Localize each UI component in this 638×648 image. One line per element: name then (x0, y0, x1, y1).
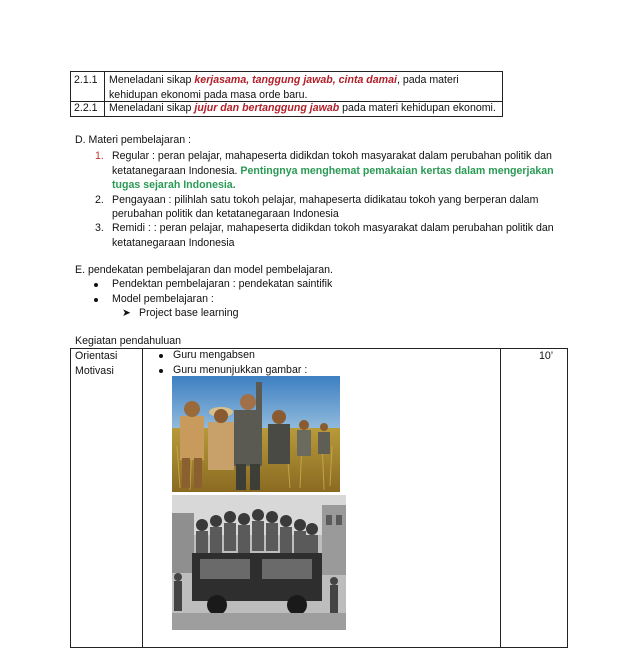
bullet-icon (94, 298, 98, 302)
table-divider (104, 72, 105, 116)
indicator-number: 2.1.1 (74, 74, 98, 86)
list-item-text: Model pembelajaran : (112, 293, 214, 305)
indicator-text: Meneladani sikap jujur dan bertanggung jawab pada materi kehidupan ekonomi. (109, 102, 496, 114)
kegiatan-heading: Kegiatan pendahuluan (75, 335, 182, 347)
list-item-text: Guru mengabsen (173, 349, 255, 361)
list-item-text: ketatanegaraan Indonesia. Pentingnya menghemat pemakaian kertas dalam mengerjakan (112, 165, 554, 177)
list-item-text: Pendektan pembelajaran : pendekatan saintifik (112, 278, 333, 290)
list-item-text: Remidi : : peran pelajar, mahapeserta didikdan tokoh masyarakat dalam perubahan politik dan (112, 222, 554, 234)
list-number: 3. (95, 222, 104, 234)
indicator-text: Meneladani sikap kerjasama, tanggung jawab, cinta damai, pada materi (109, 74, 459, 86)
list-item-text-green: tugas sejarah Indonesia. (112, 179, 236, 191)
indicator-text-cont: kehidupan ekonomi pada masa orde baru. (109, 89, 308, 101)
table-cell-phase: Orientasi (75, 350, 118, 362)
list-number: 1. (95, 150, 104, 162)
table-divider (142, 349, 143, 647)
duration-label: 10’ (539, 350, 554, 362)
list-item-text: perubahan politik dan ketatanegaraan Indonesia (112, 208, 339, 220)
list-number: 2. (95, 194, 104, 206)
indicator-number: 2.2.1 (74, 102, 98, 114)
list-item-text: Pengayaan : pilihlah satu tokoh pelajar, mahapeserta didikatau tokoh yang berperan dalam (112, 194, 539, 206)
photo-farmers-field (172, 376, 340, 492)
bullet-icon (159, 354, 163, 358)
list-item-text: Regular : peran pelajar, mahapeserta didikdan tokoh masyarakat dalam perubahan politik dan (112, 150, 552, 162)
table-divider (500, 349, 501, 647)
bullet-icon (94, 283, 98, 287)
photo-crowd-truck (172, 495, 346, 630)
list-item-text: Guru menunjukkan gambar : (173, 364, 308, 376)
list-item-text: ketatanegaraan Indonesia (112, 237, 235, 249)
section-d-heading: D. Materi pembelajaran : (75, 134, 191, 146)
list-item-text: Project base learning (139, 307, 239, 319)
table-cell-phase: Motivasi (75, 365, 114, 377)
arrow-bullet-icon: ➤ (122, 307, 131, 319)
bullet-icon (159, 369, 163, 373)
section-e-heading: E. pendekatan pembelajaran dan model pembelajaran. (75, 264, 333, 276)
